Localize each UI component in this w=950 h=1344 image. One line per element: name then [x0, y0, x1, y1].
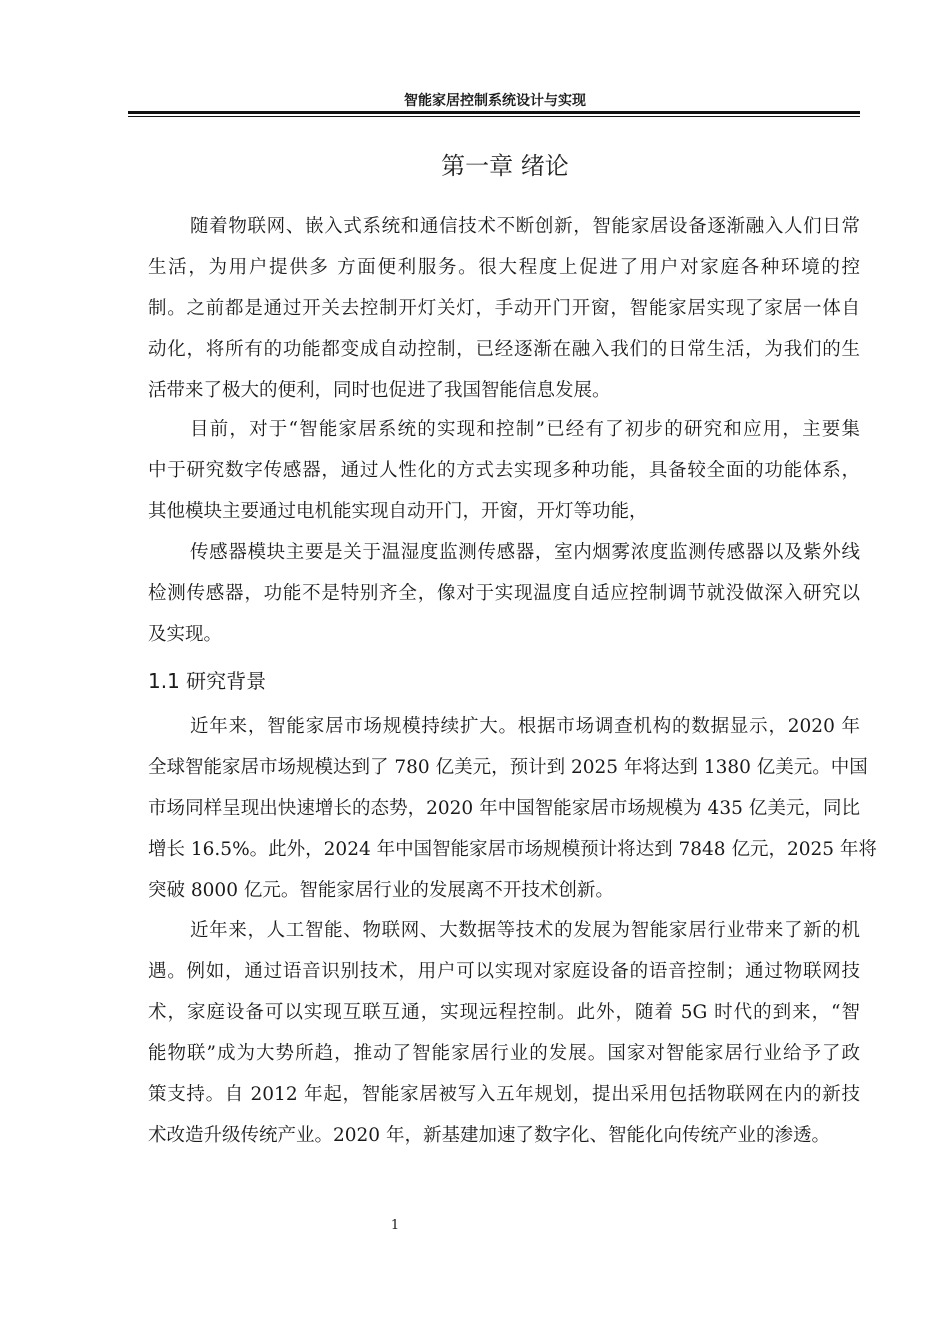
text-line: 生活，为用户提供多 方面便利服务。很大程度上促进了用户对家庭各种环境的控 [148, 257, 860, 278]
paragraph [148, 206, 860, 411]
page-number: 1 [390, 1218, 400, 1233]
text-line: 市场同样呈现出快速增长的态势，2020 年中国智能家居市场规模为 435 亿美元，同比 [148, 798, 860, 819]
paragraph [148, 910, 860, 1156]
text-line: 目前，对于“智能家居系统的实现和控制”已经有了初步的研究和应用，主要集 [190, 419, 860, 440]
text-line: 活带来了极大的便利，同时也促进了我国智能信息发展。 [148, 380, 611, 401]
text-line: 近年来，人工智能、物联网、大数据等技术的发展为智能家居行业带来了新的机 [190, 920, 860, 941]
text-line: 增长 16.5%。此外，2024 年中国智能家居市场规模预计将达到 7848 亿元，2025 年将 [148, 839, 877, 860]
text-line: 其他模块主要通过电机能实现自动开门，开窗，开灯等功能， [148, 501, 648, 522]
section-heading: 1.1 研究背景 [148, 669, 267, 693]
text-line: 全球智能家居市场规模达到了 780 亿美元，预计到 2025 年将达到 1380 亿美元。中国 [148, 757, 868, 778]
paragraph [148, 706, 877, 911]
paragraph [148, 532, 860, 655]
text-line: 检测传感器，功能不是特别齐全，像对于实现温度自适应控制调节就没做深入研究以 [148, 583, 860, 604]
text-line: 中于研究数字传感器，通过人性化的方式去实现多种功能，具备较全面的功能体系， [148, 460, 860, 481]
header-rule-thin [128, 116, 860, 117]
text-line: 制。之前都是通过开关去控制开灯关灯，手动开门开窗，智能家居实现了家居一体自 [148, 298, 860, 319]
text-line: 遇。例如，通过语音识别技术，用户可以实现对家庭设备的语音控制；通过物联网技 [148, 961, 860, 982]
text-line: 动化，将所有的功能都变成自动控制，已经逐渐在融入我们的日常生活，为我们的生 [148, 339, 860, 360]
text-line: 传感器模块主要是关于温湿度监测传感器，室内烟雾浓度监测传感器以及紫外线 [190, 542, 860, 563]
paragraph [148, 409, 860, 532]
text-line: 策支持。自 2012 年起，智能家居被写入五年规划，提出采用包括物联网在内的新技 [148, 1084, 860, 1105]
chapter-title: 第一章 绪论 [441, 152, 569, 180]
text-line: 能物联”成为大势所趋，推动了智能家居行业的发展。国家对智能家居行业给予了政 [148, 1043, 860, 1064]
header-rule-thick [128, 111, 860, 114]
text-line: 随着物联网、嵌入式系统和通信技术不断创新，智能家居设备逐渐融入人们日常 [190, 216, 860, 237]
text-line: 术改造升级传统产业。2020 年，新基建加速了数字化、智能化向传统产业的渗透。 [148, 1125, 830, 1146]
text-line: 突破 8000 亿元。智能家居行业的发展离不开技术创新。 [148, 880, 614, 901]
running-header: 智能家居控制系统设计与实现 [404, 93, 586, 109]
text-line: 近年来，智能家居市场规模持续扩大。根据市场调查机构的数据显示，2020 年 [190, 716, 860, 737]
text-line: 及实现。 [148, 624, 223, 645]
text-line: 术，家庭设备可以实现互联互通，实现远程控制。此外，随着 5G 时代的到来，“智 [148, 1002, 860, 1023]
